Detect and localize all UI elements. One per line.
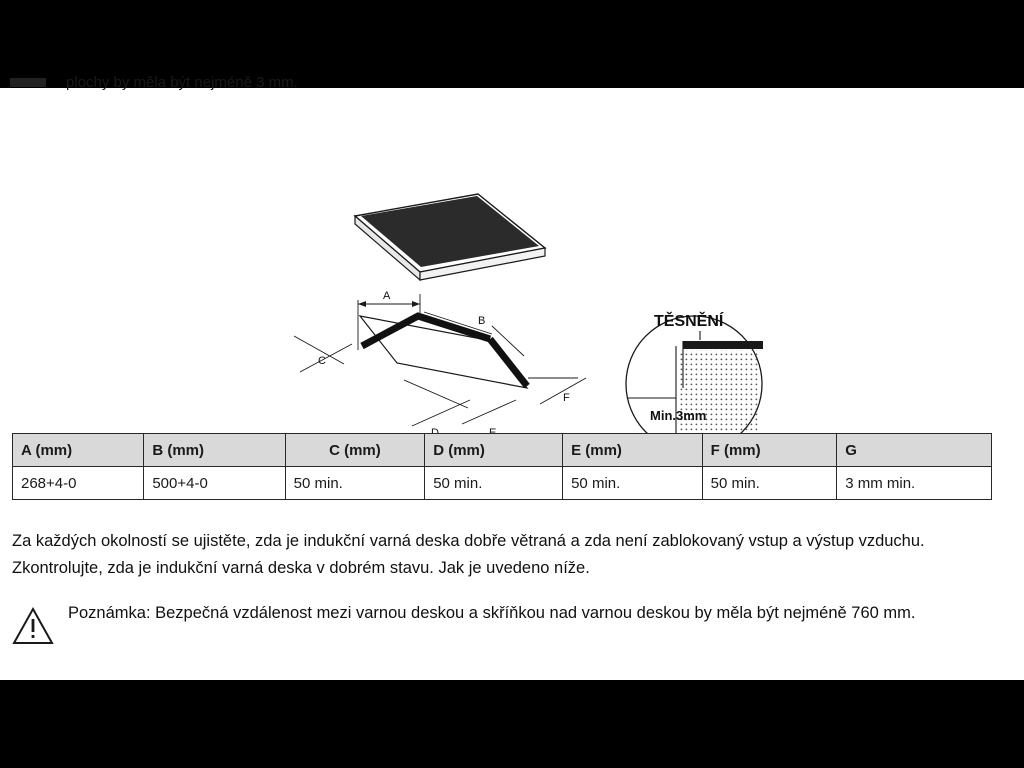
- table-cell: 50 min.: [285, 467, 425, 500]
- label-a: A: [383, 290, 391, 302]
- worktop-cutout: [294, 290, 586, 439]
- table-header-cell: F (mm): [702, 434, 837, 467]
- table-header-row: [13, 434, 992, 467]
- table-header-cell: B (mm): [144, 434, 285, 467]
- gasket-edge-right: [490, 339, 527, 386]
- table-header-cell: G: [837, 434, 992, 467]
- installation-diagram: [0, 88, 1024, 428]
- label-c: C: [318, 355, 326, 367]
- clipped-line-text: plochy by měla být nejméně 3 mm.: [66, 74, 298, 91]
- cooktop-plate: [355, 194, 545, 280]
- table-cell: 500+4-0: [144, 467, 285, 500]
- safety-note-text: Poznámka: Bezpečná vzdálenost mezi varnou deskou a skříňkou nad varnou deskou by měla být nejméně 760 mm.: [68, 604, 916, 622]
- label-f: F: [563, 392, 570, 404]
- table-header-cell: D (mm): [425, 434, 563, 467]
- table-header-cell: C (mm): [285, 434, 425, 467]
- warning-triangle-icon: [12, 606, 54, 646]
- safety-note: [12, 600, 990, 646]
- bullet-marker: [10, 78, 46, 87]
- table-cell: 268+4-0: [13, 467, 144, 500]
- label-seal: TĚSNĚNÍ: [654, 313, 724, 330]
- table-header-cell: A (mm): [13, 434, 144, 467]
- label-min-3mm: Min.3mm: [650, 408, 707, 423]
- table-header-cell: E (mm): [563, 434, 703, 467]
- label-b: B: [478, 315, 486, 327]
- table-cell: 50 min.: [563, 467, 703, 500]
- ventilation-paragraph: Za každých okolností se ujistěte, zda je indukční varná deska dobře větraná a zda není zablokovaný vstup a výstup vzduchu. Zkontrolujte, zda je indukční varná deska v dobrém stavu. Jak je uvedeno níže.: [12, 532, 925, 577]
- diagram-svg: [0, 88, 1024, 428]
- table-cell: 50 min.: [425, 467, 563, 500]
- table-row: [13, 467, 992, 500]
- document-page: [0, 74, 1024, 680]
- table-cell: 50 min.: [702, 467, 837, 500]
- table-cell: 3 mm min.: [837, 467, 992, 500]
- dimensions-table: [12, 433, 992, 500]
